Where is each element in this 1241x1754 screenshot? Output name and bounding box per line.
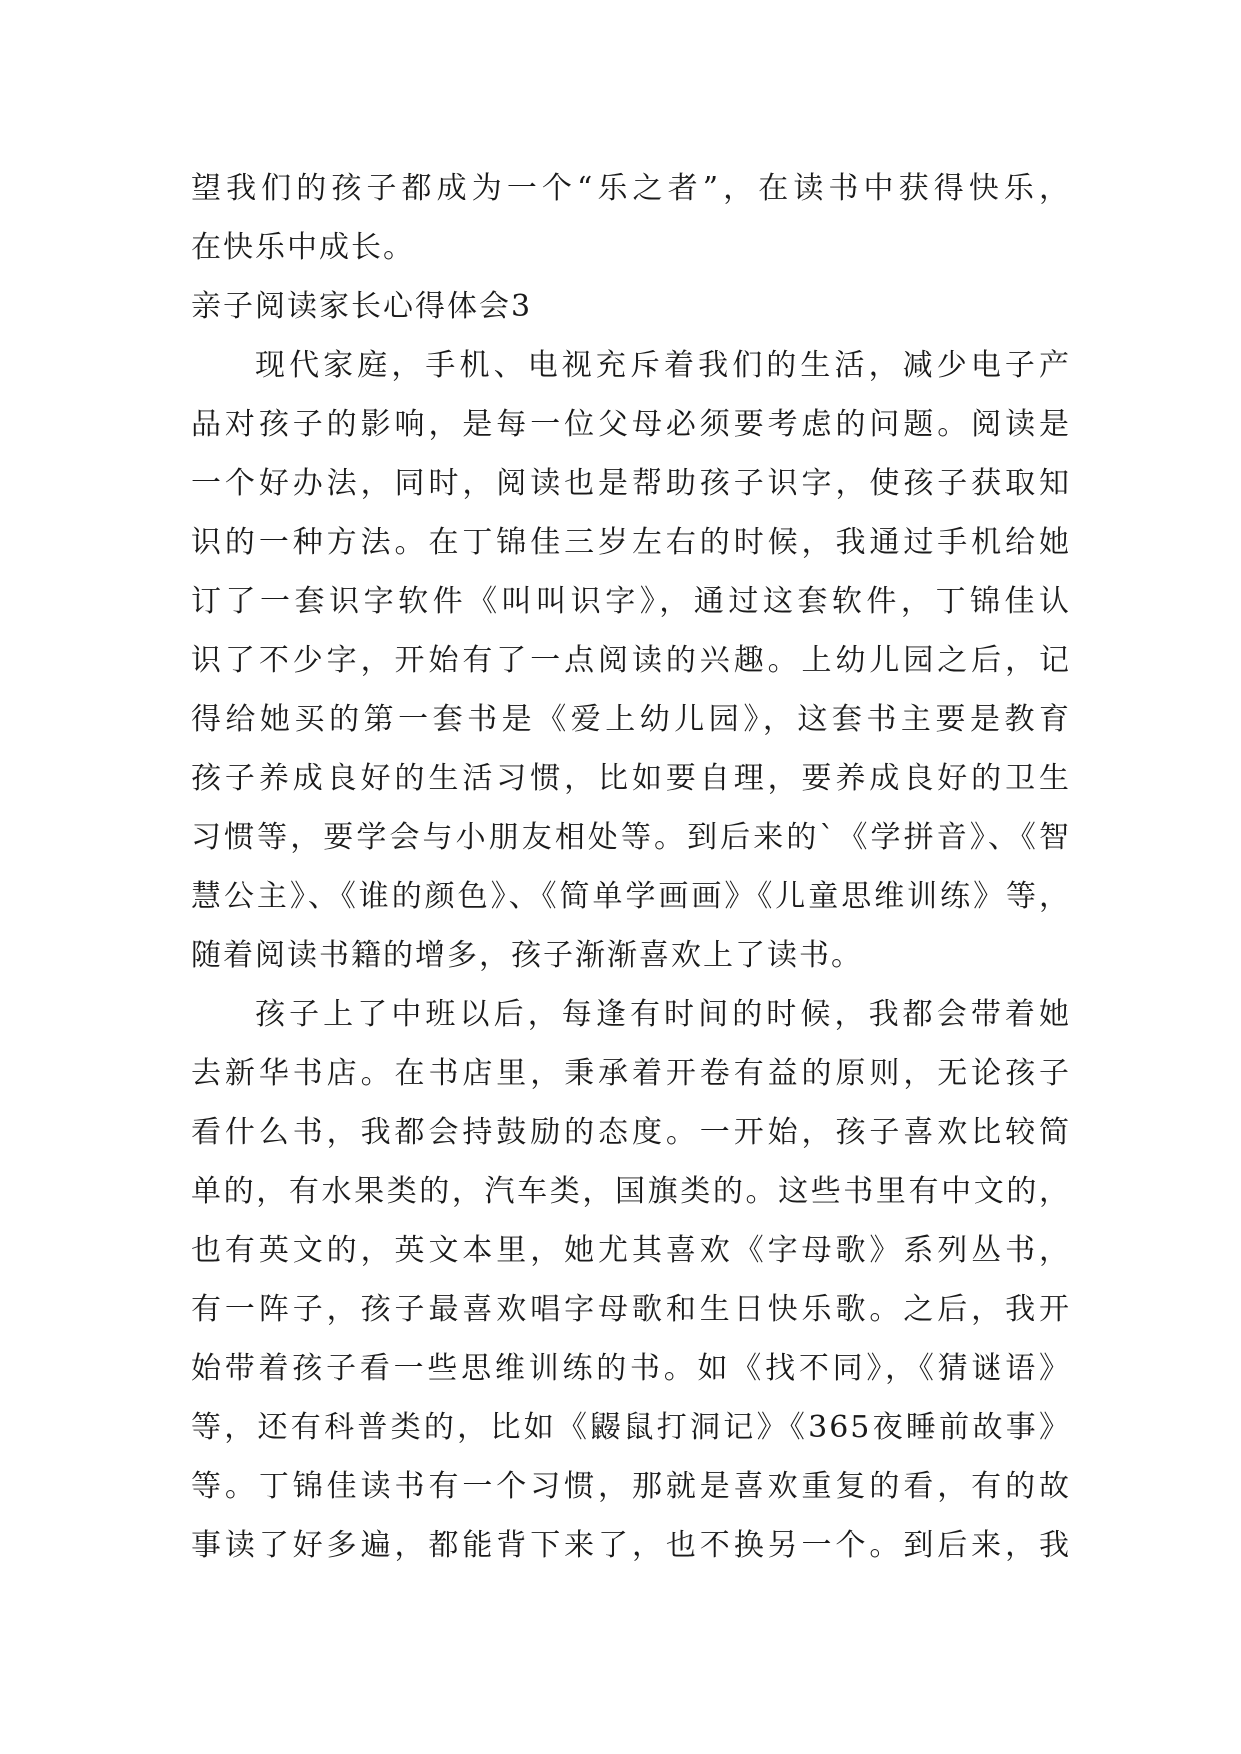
text-line: 孩子养成良好的生活习惯，比如要自理，要养成良好的卫生	[191, 761, 1071, 796]
paragraph-first-line: 现代家庭，手机、电视充斥着我们的生活，减少电子产	[255, 348, 1071, 383]
text-line: 去新华书店。在书店里，秉承着开卷有益的原则，无论孩子	[191, 1056, 1071, 1091]
text-line: 品对孩子的影响，是每一位父母必须要考虑的问题。阅读是	[191, 407, 1071, 442]
text-line: 望我们的孩子都成为一个“乐之者”，在读书中获得快乐，	[191, 171, 1071, 206]
text-line: 事读了好多遍，都能背下来了，也不换另一个。到后来，我	[191, 1528, 1071, 1563]
text-line: 等。丁锦佳读书有一个习惯，那就是喜欢重复的看，有的故	[191, 1469, 1071, 1504]
text-line: 始带着孩子看一些思维训练的书。如《找不同》，《猜谜语》	[191, 1351, 1071, 1386]
text-line: 看什么书，我都会持鼓励的态度。一开始，孩子喜欢比较简	[191, 1115, 1071, 1150]
text-line: 一个好办法，同时，阅读也是帮助孩子识字，使孩子获取知	[191, 466, 1071, 501]
text-line: 在快乐中成长。	[191, 230, 415, 265]
text-line: 有一阵子，孩子最喜欢唱字母歌和生日快乐歌。之后，我开	[191, 1292, 1071, 1327]
text-line: 也有英文的，英文本里，她尤其喜欢《字母歌》系列丛书，	[191, 1233, 1071, 1268]
paragraph-first-line: 孩子上了中班以后，每逢有时间的时候，我都会带着她	[255, 997, 1071, 1032]
text-line: 随着阅读书籍的增多，孩子渐渐喜欢上了读书。	[191, 938, 863, 973]
document-body	[191, 159, 1071, 1575]
text-line: 识的一种方法。在丁锦佳三岁左右的时候，我通过手机给她	[191, 525, 1071, 560]
text-line: 等，还有科普类的，比如《鼹鼠打洞记》《365夜睡前故事》	[191, 1410, 1071, 1445]
text-line: 慧公主》、《谁的颜色》、《简单学画画》《儿童思维训练》等，	[191, 879, 1071, 914]
section-heading: 亲子阅读家长心得体会3	[191, 289, 533, 324]
text-line: 订了一套识字软件《叫叫识字》，通过这套软件，丁锦佳认	[191, 584, 1071, 619]
text-line: 单的，有水果类的，汽车类，国旗类的。这些书里有中文的，	[191, 1174, 1071, 1209]
text-line: 习惯等，要学会与小朋友相处等。到后来的`《学拼音》、《智	[191, 820, 1071, 855]
text-line: 得给她买的第一套书是《爱上幼儿园》，这套书主要是教育	[191, 702, 1071, 737]
text-line: 识了不少字，开始有了一点阅读的兴趣。上幼儿园之后，记	[191, 643, 1071, 678]
